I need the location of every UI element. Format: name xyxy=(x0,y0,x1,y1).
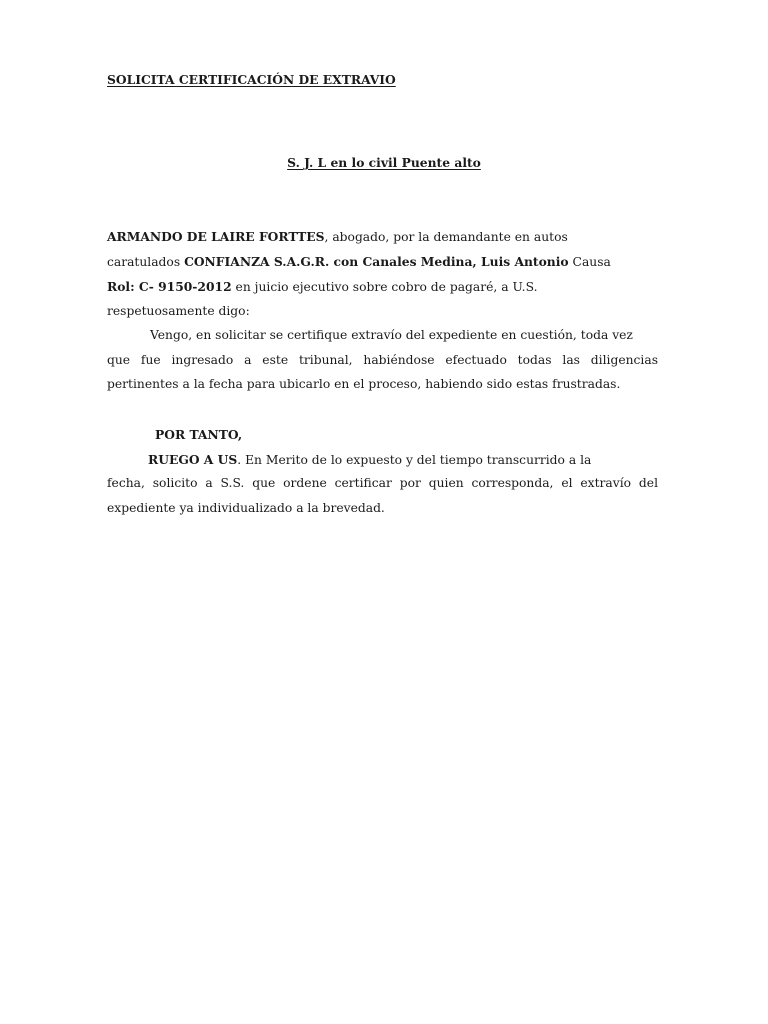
ruego-line-3: expediente ya individualizado a la brevedad. xyxy=(107,501,385,515)
intro-line-2-suffix: Causa xyxy=(568,255,611,269)
intro-line-2 xyxy=(107,254,611,269)
body-line-2: que fue ingresado a este tribunal, habiéndose efectuado todas las diligencias xyxy=(107,353,658,367)
body-line-1: Vengo, en solicitar se certifique extravío del expediente en cuestión, toda vez xyxy=(150,328,633,342)
por-tanto-heading: POR TANTO, xyxy=(155,427,243,442)
intro-line-2-prefix: caratulados xyxy=(107,255,185,269)
ruego-line-2: fecha, solicito a S.S. que ordene certificar por quien corresponda, el extravío del xyxy=(107,476,658,490)
intro-line-4: respetuosamente digo: xyxy=(107,304,250,318)
body-line-3: pertinentes a la fecha para ubicarlo en el proceso, habiendo sido estas frustradas. xyxy=(107,377,621,391)
lawyer-name: ARMANDO DE LAIRE FORTTES xyxy=(107,229,325,244)
document-title: SOLICITA CERTIFICACIÓN DE EXTRAVIO xyxy=(107,72,396,87)
case-rol: Rol: C- 9150-2012 xyxy=(107,279,232,294)
intro-line-3-text: en juicio ejecutivo sobre cobro de pagaré, a U.S. xyxy=(231,280,538,294)
ruego-line-1-text: . En Merito de lo expuesto y del tiempo transcurrido a la xyxy=(237,453,592,467)
intro-line-1-text: , abogado, por la demandante en autos xyxy=(324,230,568,244)
ruego-line-1 xyxy=(148,452,591,467)
case-name: CONFIANZA S.A.G.R. con Canales Medina, Luis Antonio xyxy=(184,254,569,269)
intro-line-1 xyxy=(107,229,568,244)
ruego-lead: RUEGO A US xyxy=(148,452,238,467)
court-heading: S. J. L en lo civil Puente alto xyxy=(287,155,481,170)
intro-line-3 xyxy=(107,279,537,294)
